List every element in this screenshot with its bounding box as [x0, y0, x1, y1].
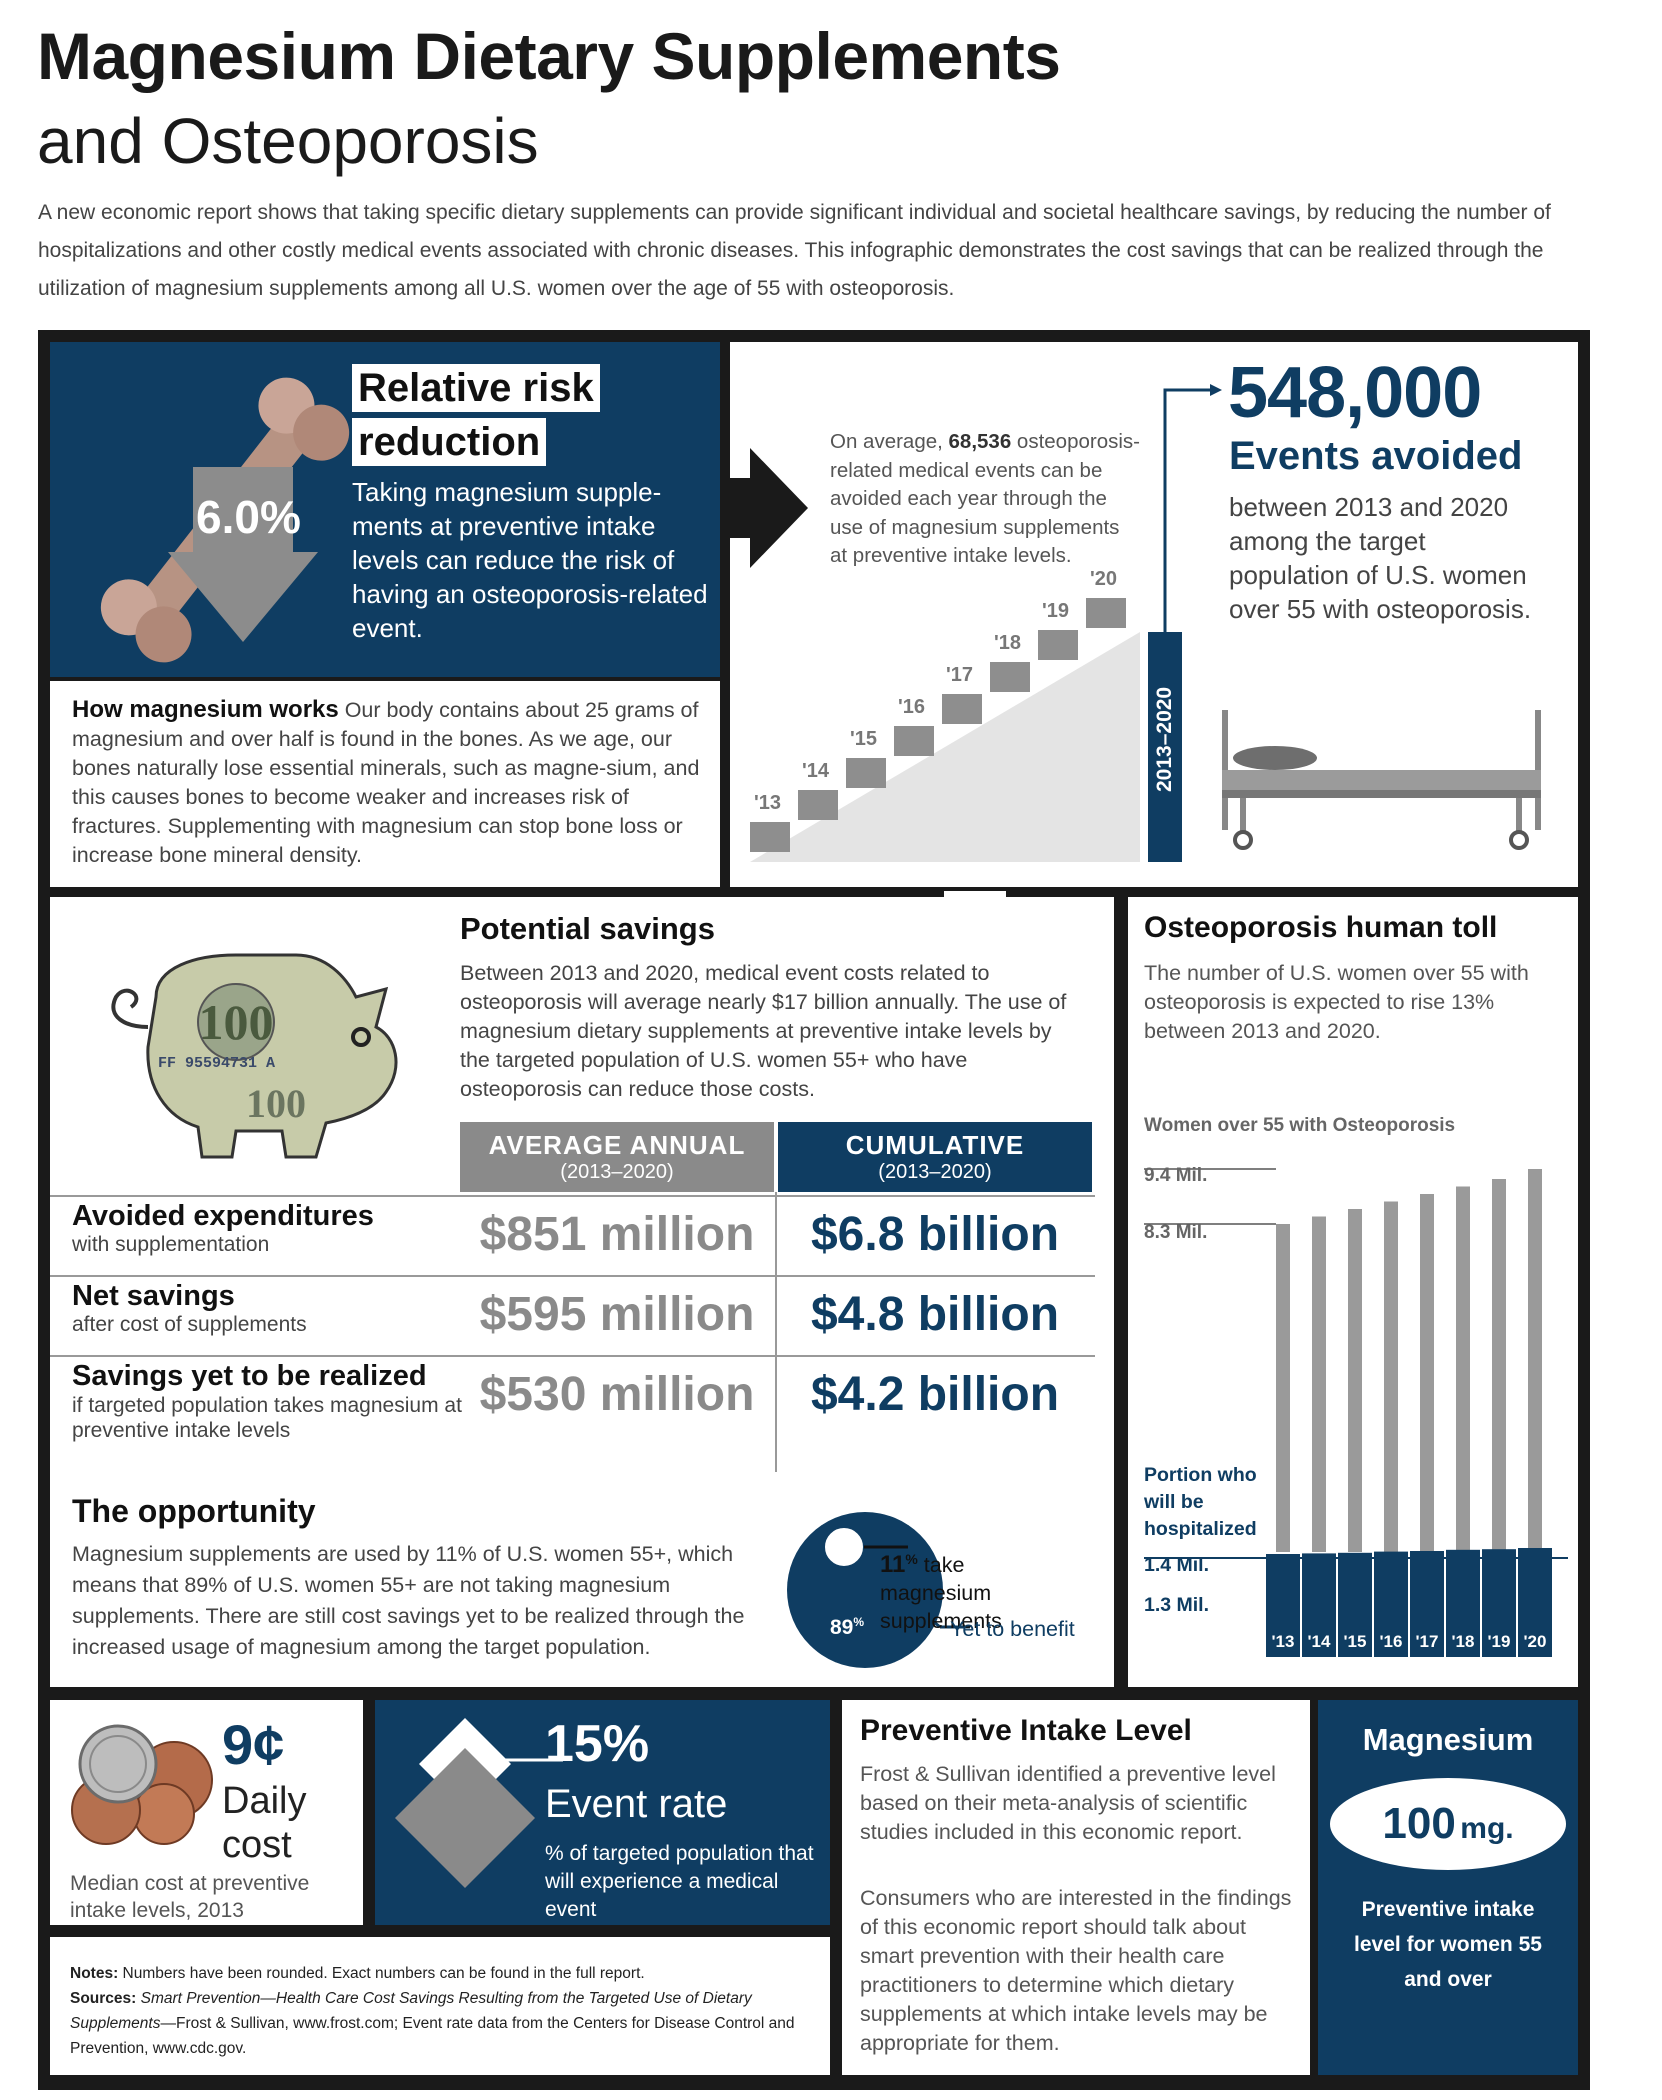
- total-bar: [1312, 1217, 1326, 1553]
- piggy-bank-icon: [86, 927, 426, 1167]
- avoided-cumulative: $6.8 billion: [810, 1208, 1060, 1261]
- yet-average: $530 million: [479, 1368, 755, 1421]
- human-toll-panel: [1128, 897, 1578, 1687]
- dose-badge: 100 mg.: [1330, 1778, 1566, 1870]
- step-year-label: '17: [946, 664, 974, 686]
- daily-cost-label-1: Daily: [222, 1780, 307, 1822]
- notes-line: Notes: Numbers have been rounded. Exact numbers can be found in the full report.: [70, 1965, 645, 1982]
- total-bar: [1384, 1202, 1398, 1553]
- step-year-label: '19: [1042, 600, 1070, 622]
- magnesium-dose-panel: [1318, 1700, 1578, 2075]
- col-header-cumulative: CUMULATIVE (2013–2020): [778, 1122, 1092, 1192]
- yet-percent: 89%: [830, 1615, 865, 1639]
- opportunity-heading: The opportunity: [72, 1493, 316, 1529]
- hospital-bed-icon: [1220, 710, 1560, 862]
- hospitalized-label: Portion who will be hospitalized: [1144, 1464, 1257, 1540]
- tick-label-hosp-low: 1.3 Mil.: [1144, 1594, 1210, 1616]
- total-bar: [1528, 1169, 1542, 1552]
- how-body: Our body contains about 25 grams of magnesium and over half is found in the bones. As we age, our bones naturally lose essential minerals, such as magne-sium, and this causes bones to become weaker and increases risk of fractures. Supplementing with magnesium can stop bone loss or increase bone mineral density.: [72, 698, 700, 867]
- step-3: [894, 726, 934, 756]
- preventive-intake-panel: [842, 1700, 1310, 2075]
- potential-savings-panel: 100 100 FF 95594731 A Potential savings Between 2013 and 2020, medical event costs related to osteoporosis will average nearly $17 billion annually. The use of magnesium dietary supplements at preventive intake levels by the targeted population of U.S. women 55+ who have osteoporosis can reduce those costs. AVERAGE ANNUAL (2013–2020) CUMULATIVE (2013–2020) Avoided expenditures with supplementation $851 million $6.8 billion Net savings after cost of supplements $595 million $4.8 billion Savings yet to be realized if targeted population takes magnesium at preventive intake levels $530 million $4.2 billion The opportunity Magnesium supplements are used by 11% of U.S. women 55+, which means that 89% of U.S. women 55+ are not taking magnesium supplements. There are still cost savings yet to be realized through the increased usage of magnesium among the target population. 11% take magnesium supplements 89% Yet to benefit: [50, 897, 1114, 1687]
- events-total-label: Events avoided: [1229, 434, 1523, 478]
- savings-heading: Potential savings: [460, 911, 715, 946]
- svg-text:100: 100: [198, 994, 274, 1050]
- magnesium-heading: Magnesium: [1362, 1722, 1534, 1757]
- table-row-net: Net savings after cost of supplements: [72, 1280, 307, 1336]
- x-tick-label: '18: [1451, 1632, 1475, 1651]
- magnesium-desc: Preventive intake level for women 55 and over: [1354, 1898, 1542, 1991]
- sources-line: Sources: Smart Prevention—Health Care Cost Savings Resulting from the Targeted Use of Dietary Supplements—Frost & Sullivan, www.frost.com; Event rate data from the Centers for Disease Control and Prevention, www.cdc.gov.: [70, 1990, 795, 2057]
- how-magnesium-works-panel: [50, 681, 720, 887]
- total-bar: [1420, 1194, 1434, 1552]
- daily-cost-panel: [50, 1700, 363, 1925]
- events-avoided-panel: [730, 342, 1578, 887]
- table-row-avoided: Avoided expenditures with supplementation: [72, 1200, 374, 1256]
- risk-heading-line1: Relative risk: [352, 364, 600, 412]
- avoided-average: $851 million: [479, 1208, 755, 1261]
- daily-cost-desc: Median cost at preventive intake levels, 2013: [70, 1872, 310, 1922]
- event-rate-value: 15%: [545, 1715, 650, 1773]
- tick-label-low: 8.3 Mil.: [1144, 1222, 1208, 1243]
- risk-body: Taking magnesium supple-ments at preventive intake levels can reduce the risk of having an osteoporosis-related event.: [352, 477, 708, 643]
- preventive-body-2: Consumers who are interested in the findings of this economic report should talk about smart prevention with their health care practitioners to determine which dietary supplements at which intake levels may be appropriate for them.: [860, 1886, 1292, 2055]
- coins-icon: [66, 1722, 216, 1847]
- x-tick-label: '14: [1307, 1632, 1331, 1651]
- right-arrow-icon: [720, 448, 810, 568]
- x-tick-label: '17: [1415, 1632, 1439, 1651]
- svg-text:100: 100: [246, 1081, 306, 1126]
- table-row-yet: Savings yet to be realized if targeted population takes magnesium at preventive intake levels: [72, 1360, 462, 1442]
- total-bar: [1456, 1187, 1470, 1553]
- total-bar: [1276, 1224, 1290, 1552]
- net-average: $595 million: [479, 1288, 755, 1341]
- step-year-label: '15: [850, 728, 878, 750]
- intro-text: A new economic report shows that taking specific dietary supplements can provide significant individual and societal healthcare savings, by reducing the number of hospitalizations and other costly medical events associated with chronic diseases. This infographic demonstrates the cost savings that can be realized through the utilization of magnesium supplements among all U.S. women over the age of 55 with osteoporosis.: [38, 201, 1551, 300]
- bill-serial: FF 95594731 A: [158, 1055, 276, 1072]
- event-rate-panel: [375, 1700, 830, 1925]
- preventive-body-1: Frost & Sullivan identified a preventive level based on their meta-analysis of scientific studies included in this economic report.: [860, 1762, 1276, 1844]
- step-year-label: '14: [802, 760, 830, 782]
- tick-label-high: 9.4 Mil.: [1144, 1165, 1208, 1186]
- step-7: [1086, 598, 1126, 628]
- step-4: [942, 694, 982, 724]
- yet-to-benefit-label: Yet to benefit: [950, 1617, 1075, 1641]
- notes-panel: [50, 1937, 830, 2075]
- savings-body: Between 2013 and 2020, medical event costs related to osteoporosis will average nearly $17 billion annually. The use of magnesium dietary supplements at preventive intake levels by the targeted population of U.S. women 55+ who have osteoporosis can reduce those costs.: [460, 961, 1067, 1101]
- x-tick-label: '15: [1343, 1632, 1367, 1651]
- events-total: 548,000: [1228, 353, 1482, 433]
- total-bar: [1492, 1179, 1506, 1552]
- average-events-text: On average, 68,536 osteoporosis-related medical events can be avoided each year through the use of magnesium supplements at preventive intake levels.: [830, 430, 1140, 567]
- x-tick-label: '20: [1523, 1632, 1547, 1651]
- step-5: [990, 662, 1030, 692]
- net-cumulative: $4.8 billion: [810, 1288, 1060, 1341]
- page-subtitle: and Osteoporosis: [37, 105, 539, 177]
- step-year-label: '16: [898, 696, 926, 718]
- step-6: [1038, 630, 1078, 660]
- risk-heading-line2: reduction: [352, 418, 546, 466]
- take-percent: 11: [880, 1551, 906, 1579]
- opportunity-body: Magnesium supplements are used by 11% of U.S. women 55+, which means that 89% of U.S. women 55+ are not taking magnesium supplements. There are still cost savings yet to be realized through the increased usage of magnesium among the target population.: [72, 1542, 745, 1659]
- page-title: Magnesium Dietary Supplements: [37, 19, 1061, 93]
- step-year-label: '18: [994, 632, 1022, 654]
- col-header-average: AVERAGE ANNUAL (2013–2020): [460, 1122, 774, 1192]
- preventive-heading: Preventive Intake Level: [860, 1714, 1192, 1747]
- relative-risk-panel: [50, 342, 720, 677]
- event-rate-label: Event rate: [545, 1782, 728, 1826]
- period-label: 2013–2020: [1153, 686, 1176, 792]
- total-bar: [1348, 1209, 1362, 1552]
- step-0: [750, 822, 790, 852]
- how-heading: How magnesium works: [72, 696, 339, 723]
- toll-heading: Osteoporosis human toll: [1144, 911, 1498, 944]
- x-tick-label: '19: [1487, 1632, 1511, 1651]
- average-events-number: 68,536: [948, 430, 1012, 453]
- column-divider: [775, 1192, 777, 1472]
- step-2: [846, 758, 886, 788]
- step-year-label: '20: [1090, 568, 1118, 590]
- step-1: [798, 790, 838, 820]
- chart-title: Women over 55 with Osteoporosis: [1144, 1115, 1456, 1136]
- event-rate-desc: % of targeted population that will experience a medical event: [545, 1842, 814, 1921]
- step-year-label: '13: [754, 792, 782, 814]
- x-tick-label: '13: [1271, 1632, 1295, 1651]
- risk-percent: 6.0%: [196, 491, 301, 543]
- daily-cost-value: 9¢: [222, 1713, 285, 1776]
- x-tick-label: '16: [1379, 1632, 1403, 1651]
- tick-label-hosp-high: 1.4 Mil.: [1144, 1554, 1210, 1576]
- events-total-desc: between 2013 and 2020 among the target population of U.S. women over 55 with osteoporosis.: [1229, 492, 1532, 624]
- yet-cumulative: $4.2 billion: [810, 1368, 1060, 1421]
- daily-cost-label-2: cost: [222, 1824, 292, 1866]
- toll-body: The number of U.S. women over 55 with osteoporosis is expected to rise 13% between 2013 and 2020.: [1144, 961, 1529, 1043]
